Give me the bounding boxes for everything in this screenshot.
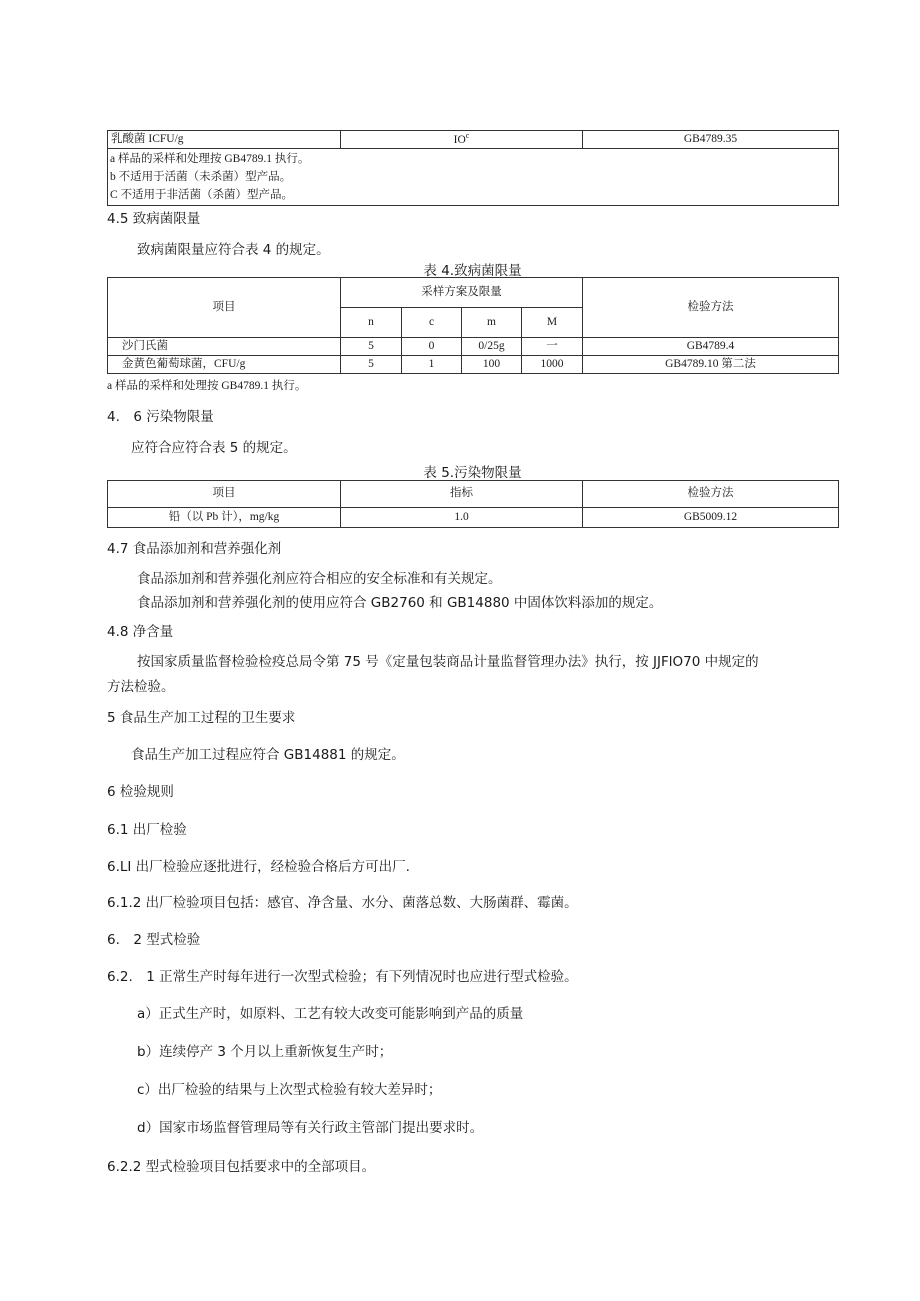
value-number: IO bbox=[453, 134, 466, 147]
list-item: d）国家市场监督管理局等有关行政主管部门提出要求时。 bbox=[137, 1120, 484, 1136]
section-heading-4-6: 4. 6 污染物限量 bbox=[107, 409, 214, 425]
header-M: M bbox=[522, 308, 583, 338]
section-heading-4-5: 4.5 致病菌限量 bbox=[107, 211, 201, 227]
table-cell-m: 0/25g bbox=[462, 338, 522, 356]
paragraph-6-1-2: 6.1.2 出厂检验项目包括：感官、净含量、水分、菌落总数、大肠菌群、霉菌。 bbox=[107, 895, 578, 911]
section-heading-6-1: 6.1 出厂检验 bbox=[107, 822, 187, 838]
table-cell-item: 铅（以 Pb 计），mg/kg bbox=[108, 508, 341, 528]
header-index: 指标 bbox=[341, 481, 583, 508]
table-cell-value bbox=[341, 131, 583, 149]
table-notes-row bbox=[108, 149, 839, 206]
paragraph-6-2-1: 6.2. 1 正常生产时每年进行一次型式检验；有下列情况时也应进行型式检验。 bbox=[107, 969, 578, 985]
section-heading-4-8: 4.8 净含量 bbox=[107, 624, 174, 640]
value-footnote-mark: c bbox=[465, 131, 470, 141]
table-note: a 样品的采样和处理按 GB4789.1 执行。 bbox=[110, 153, 310, 165]
paragraph: 致病菌限量应符合表 4 的规定。 bbox=[137, 242, 330, 258]
table-cell-method: GB4789.35 bbox=[583, 131, 839, 149]
table-cell-index: 1.0 bbox=[341, 508, 583, 528]
paragraph: 食品生产加工过程应符合 GB14881 的规定。 bbox=[131, 747, 405, 763]
table-cell-item: 乳酸菌 ICFU/g bbox=[108, 131, 341, 149]
table-cell-method: GB5009.12 bbox=[583, 508, 839, 528]
table-header-row bbox=[108, 278, 839, 308]
section-heading-4-7: 4.7 食品添加剂和营养强化剂 bbox=[107, 541, 282, 557]
table-caption: 表 5.污染物限量 bbox=[423, 465, 522, 481]
table-row bbox=[108, 131, 839, 149]
list-item: a）正式生产时，如原料、工艺有较大改变可能影响到产品的质量 bbox=[137, 1006, 524, 1022]
header-m: m bbox=[462, 308, 522, 338]
header-c: c bbox=[402, 308, 462, 338]
table-notes bbox=[108, 149, 839, 206]
contaminant-limit-table bbox=[107, 480, 839, 528]
table-cell-item: 金黄色葡萄球菌，CFU/g bbox=[108, 356, 341, 374]
list-item: b）连续停产 3 个月以上重新恢复生产时； bbox=[137, 1044, 393, 1060]
header-plan: 采样方案及限量 bbox=[341, 278, 583, 308]
table-row bbox=[108, 508, 839, 528]
table-cell-M: 1000 bbox=[522, 356, 583, 374]
table-cell-c: 1 bbox=[402, 356, 462, 374]
section-heading-6-2: 6. 2 型式检验 bbox=[107, 932, 201, 948]
table-caption: 表 4.致病菌限量 bbox=[423, 263, 522, 279]
microbe-limit-table-tail bbox=[107, 130, 839, 206]
header-item: 项目 bbox=[108, 278, 341, 338]
paragraph: 按国家质量监督检验检疫总局令第 75 号《定量包装商品计量监督管理办法》执行，按 JJFlO70 中规定的 bbox=[137, 654, 759, 670]
table-header-row bbox=[108, 481, 839, 508]
table-cell-item: 沙门氏菌 bbox=[108, 338, 341, 356]
table-row bbox=[108, 356, 839, 374]
table-cell-n: 5 bbox=[341, 338, 402, 356]
section-heading-5: 5 食品生产加工过程的卫生要求 bbox=[107, 710, 296, 726]
paragraph-continuation: 方法检验。 bbox=[107, 679, 175, 695]
header-method: 检验方法 bbox=[583, 481, 839, 508]
paragraph-6-2-2: 6.2.2 型式检验项目包括要求中的全部项目。 bbox=[107, 1159, 376, 1175]
paragraph: 应符合应符合表 5 的规定。 bbox=[131, 440, 297, 456]
table-cell-c: 0 bbox=[402, 338, 462, 356]
table-note: b 不适用于活菌（未杀菌）型产品。 bbox=[110, 171, 292, 183]
section-heading-6: 6 检验规则 bbox=[107, 784, 174, 800]
header-item: 项目 bbox=[108, 481, 341, 508]
table-note: a 样品的采样和处理按 GB4789.1 执行。 bbox=[107, 380, 307, 392]
pathogen-limit-table bbox=[107, 277, 839, 374]
paragraph: 食品添加剂和营养强化剂的使用应符合 GB2760 和 GB14880 中固体饮料添加的规定。 bbox=[137, 595, 663, 611]
table-cell-method: GB4789.4 bbox=[583, 338, 839, 356]
table-row bbox=[108, 338, 839, 356]
paragraph: 食品添加剂和营养强化剂应符合相应的安全标准和有关规定。 bbox=[137, 571, 502, 587]
list-item: c）出厂检验的结果与上次型式检验有较大差异时； bbox=[137, 1082, 442, 1098]
paragraph-6-1-1: 6.LI 出厂检验应逐批进行，经检验合格后方可出厂. bbox=[107, 859, 410, 875]
table-cell-method: GB4789.10 第二法 bbox=[583, 356, 839, 374]
header-n: n bbox=[341, 308, 402, 338]
header-method: 检验方法 bbox=[583, 278, 839, 338]
table-note: C 不适用于非活菌（杀菌）型产品。 bbox=[110, 189, 294, 201]
table-cell-M: 一 bbox=[522, 338, 583, 356]
table-cell-n: 5 bbox=[341, 356, 402, 374]
table-cell-m: 100 bbox=[462, 356, 522, 374]
